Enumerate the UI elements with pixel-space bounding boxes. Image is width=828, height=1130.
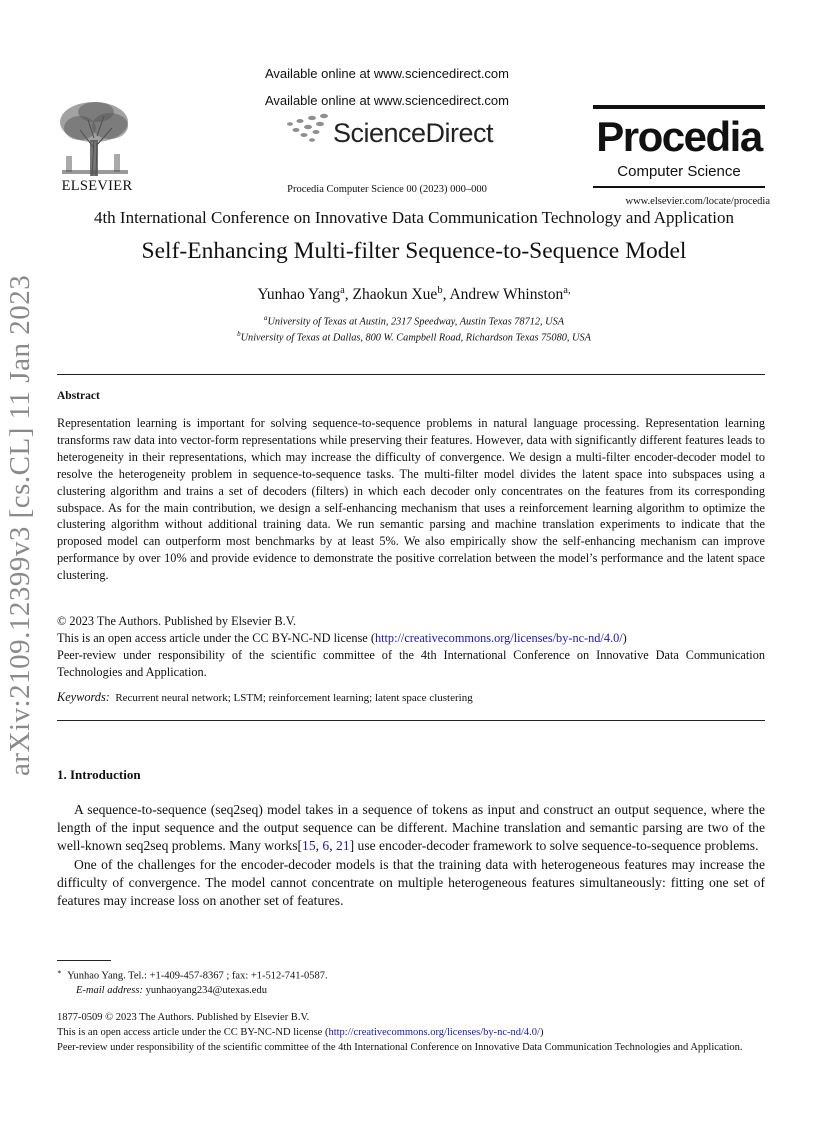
peer-review-line: Peer-review under responsibility of the scientific committee of the 4th International Conference on Innovative Data Communication Technologies and Application. [57, 647, 765, 679]
footnote-contact-text: Yunhao Yang. Tel.: +1-409-457-8367 ; fax: +1-512-741-0587. [67, 970, 328, 982]
paragraph [57, 801, 765, 856]
copyright-block [57, 613, 765, 681]
abstract-heading: Abstract [57, 390, 100, 402]
author-name: Zhaokun Xue [352, 286, 438, 304]
license-link[interactable]: http://creativecommons.org/licenses/by-nc-nd/4.0/ [374, 630, 623, 645]
issn-line: 1877-0509 © 2023 The Authors. Published by Elsevier B.V. [57, 1012, 310, 1023]
license-prefix: This is an open access article under the CC BY-NC-ND license ( [57, 1026, 329, 1038]
copyright-line: © 2023 The Authors. Published by Elsevier B.V. [57, 614, 297, 628]
citation-link[interactable]: 15 [302, 838, 316, 854]
available-online-line: Available online at www.sciencedirect.com [265, 66, 509, 81]
author-separator: , [344, 286, 353, 304]
elsevier-logo-text: ELSEVIER [61, 178, 133, 194]
procedia-logo-rule [593, 186, 765, 188]
keywords-line [57, 690, 765, 705]
author-name: Andrew Whinston [449, 286, 564, 304]
citation-separator: , [329, 838, 337, 854]
citation-link[interactable]: 6 [322, 838, 330, 854]
email-address[interactable]: yunhaoyang234@utexas.edu [145, 985, 267, 997]
keywords-text: Recurrent neural network; LSTM; reinforcement learning; latent space clustering [115, 692, 473, 704]
bottom-copyright-block [57, 1011, 765, 1055]
footnote-rule [57, 960, 111, 961]
author-name: Yunhao Yang [257, 286, 341, 304]
journal-line: Procedia Computer Science 00 (2023) 000–000 [287, 184, 487, 195]
introduction-body [57, 801, 765, 910]
abstract-text: Representation learning is important for solving sequence-to-sequence problems in natural language processing. Representation learning transforms raw data into vector-form representations while preserving their features. However, data with significantly different features leads to heterogeneity in their representations, which may increase the difficulty of convergence. We design a multi-filter encoder-decoder model to resolve the heterogeneity problem in sequence-to-sequence tasks. The multi-filter model divides the latent space into subspaces using a clustering algorithm and trains a set of decoders (filters) in which each decoder only concentrates on the features from its corresponding subspace. As for the main contribution, we design a self-enhancing mechanism that uses a reinforcement learning algorithm to optimize the clustering algorithm without additional training data. We run semantic parsing and machine translation experiments to indicate that the proposed model can outperform most benchmarks by at least 5%. We also empirically show the self-enhancing mechanism can improve performance by over 10% and provide evidence to demonstrate the positive correlation between the model’s performance and the latent space clustering. [57, 416, 765, 583]
author-list [50, 285, 778, 304]
peer-review-line: Peer-review under responsibility of the scientific committee of the 4th International Conference on Innovative Data Communication Technologies and Application. [57, 1041, 743, 1053]
paragraph: One of the challenges for the encoder-decoder models is that the training data with heterogeneous features may increase the difficulty of convergence. The model cannot concentrate on multiple heterogeneous features simultaneously: fitting one set of features may increase loss on another set of features. [57, 856, 765, 909]
procedia-subtitle: Computer Science [617, 163, 741, 180]
license-suffix: ) [622, 630, 627, 645]
license-line [57, 1026, 765, 1041]
email-label: E-mail address: [76, 985, 143, 997]
procedia-logo-rule [593, 105, 765, 109]
available-online-line: Available online at www.sciencedirect.com [265, 93, 509, 108]
license-suffix: ) [539, 1026, 544, 1038]
footnote-email [57, 984, 765, 999]
procedia-logo-text: Procedia [596, 113, 762, 160]
paragraph-text: A sequence-to-sequence (seq2seq) model takes in a sequence of tokens as input and construct an output sequence, where the length of the input sequence and the output sequence can be different. Machine translation and semantic parsing are two of the well-known seq2seq problems. Many works[ [57, 802, 765, 854]
section-divider [57, 720, 765, 721]
affiliation-marker: b [237, 330, 241, 338]
sciencedirect-logo-text: ScienceDirect [333, 118, 494, 148]
affiliation-text: University of Texas at Dallas, 800 W. Campbell Road, Richardson Texas 75080, USA [240, 332, 591, 344]
keywords-label: Keywords: [57, 690, 110, 704]
affiliation-text: University of Texas at Austin, 2317 Speedway, Austin Texas 78712, USA [267, 316, 565, 328]
license-line [57, 630, 765, 647]
license-link[interactable]: http://creativecommons.org/licenses/by-nc-nd/4.0/ [328, 1026, 540, 1038]
author-affiliation-marker: b [437, 285, 443, 296]
author-affiliation-marker: a, [563, 285, 571, 296]
license-prefix: This is an open access article under the CC BY-NC-ND license ( [57, 630, 375, 645]
section-divider [57, 374, 765, 375]
footnote-marker: ∗ [57, 968, 62, 976]
author-separator: , [442, 286, 450, 304]
citation-link[interactable]: 21 [336, 838, 350, 854]
arxiv-stamp: arXiv:2109.12399v3 [cs.CL] 11 Jan 2023 [4, 274, 36, 776]
paragraph-text: ] use encoder-decoder framework to solve sequence-to-sequence problems. [349, 838, 759, 854]
paper-title: Self-Enhancing Multi-filter Sequence-to-Sequence Model [141, 238, 687, 264]
footnote-contact [57, 965, 765, 984]
affiliation [50, 314, 778, 327]
elsevier-tree-icon [52, 100, 138, 178]
footnote [57, 965, 765, 999]
citation-separator: , [315, 838, 323, 854]
conference-line: 4th International Conference on Innovative Data Communication Technology and Application [93, 208, 735, 227]
affiliation-marker: a [263, 314, 268, 322]
section-heading-introduction: 1. Introduction [57, 767, 141, 782]
author-affiliation-marker: a [340, 285, 345, 296]
procedia-url-link[interactable]: www.elsevier.com/locate/procedia [625, 196, 770, 207]
affiliation [50, 330, 778, 343]
